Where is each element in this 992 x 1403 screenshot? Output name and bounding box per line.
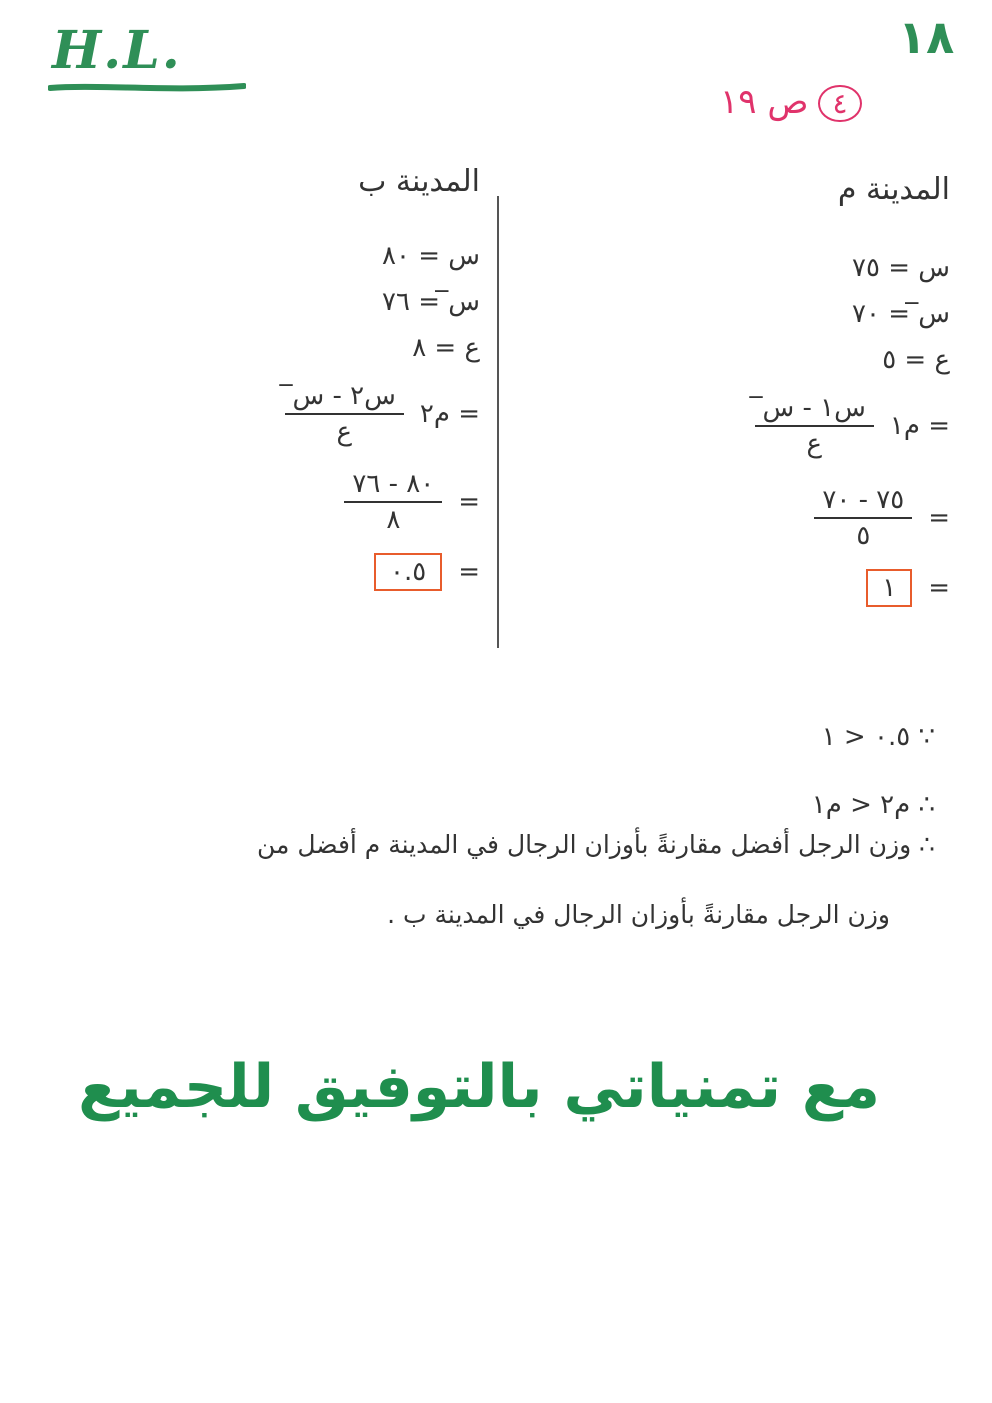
city-b-eq2: س̅ = ٧٦ [382, 287, 480, 317]
city-a-formula-denominator: ع [806, 429, 822, 459]
city-a-eq2: س̅ = ٧٠ [852, 299, 950, 329]
city-a-formula [720, 393, 950, 459]
city-b-formula-numerator: س٢ - س̅ [285, 381, 404, 415]
city-a-result: ١ [866, 569, 912, 607]
closing-message: مع تمنياتي بالتوفيق للجميع [78, 1052, 880, 1122]
city-a-formula-fraction [755, 393, 874, 459]
equals-sign: = [928, 573, 950, 603]
city-a-formula-lhs: = م١ [889, 411, 950, 441]
city-b-formula-lhs: = م٢ [419, 399, 480, 429]
city-b-sub-fraction [344, 469, 442, 535]
city-b-eq1: س = ٨٠ [382, 241, 480, 271]
city-b-eq3: ع = ٨ [412, 333, 480, 363]
city-b-substitution [240, 469, 480, 535]
city-a-eq1: س = ٧٥ [852, 253, 950, 283]
city-b-formula [240, 381, 480, 447]
conclusion-line-4: وزن الرجل مقارنةً بأوزان الرجال في المدينة ب . [387, 900, 890, 929]
city-b-formula-fraction [285, 381, 404, 447]
city-b-sub-numerator: ٨٠ - ٧٦ [344, 469, 442, 503]
city-a-substitution [720, 485, 950, 551]
city-a-result-line [720, 569, 950, 607]
question-page: ص ١٩ [720, 82, 809, 122]
city-b-result: ٠.٥ [374, 553, 442, 591]
city-a-column [720, 172, 950, 607]
city-b-result-line [240, 553, 480, 591]
page-number: ١٨ [898, 10, 955, 64]
conclusion-line-1: ∵ ٠.٥ < ١ [821, 722, 935, 752]
city-a-sub-numerator: ٧٥ - ٧٠ [814, 485, 912, 519]
city-a-eq3: ع = ٥ [882, 345, 950, 375]
city-b-column [240, 164, 480, 591]
city-a-sub-fraction [814, 485, 912, 551]
question-reference [720, 82, 862, 122]
conclusion-line-2: ∴ م٢ < م١ [811, 790, 935, 820]
equals-sign: = [458, 557, 480, 587]
column-divider [497, 196, 499, 648]
city-a-formula-numerator: س١ - س̅ [755, 393, 874, 427]
equals-sign: = [928, 503, 950, 533]
city-b-formula-denominator: ع [336, 417, 352, 447]
city-b-sub-denominator: ٨ [386, 505, 401, 535]
city-a-title: المدينة م [837, 172, 950, 207]
city-a-sub-denominator: ٥ [856, 521, 871, 551]
equals-sign: = [458, 487, 480, 517]
initials-underline [48, 82, 246, 94]
question-number: ٤ [818, 85, 861, 122]
conclusion-line-3: ∴ وزن الرجل أفضل مقارنةً بأوزان الرجال في المدينة م أفضل من [256, 830, 935, 859]
city-b-title: المدينة ب [358, 164, 480, 199]
author-initials: H.L. [52, 20, 182, 81]
